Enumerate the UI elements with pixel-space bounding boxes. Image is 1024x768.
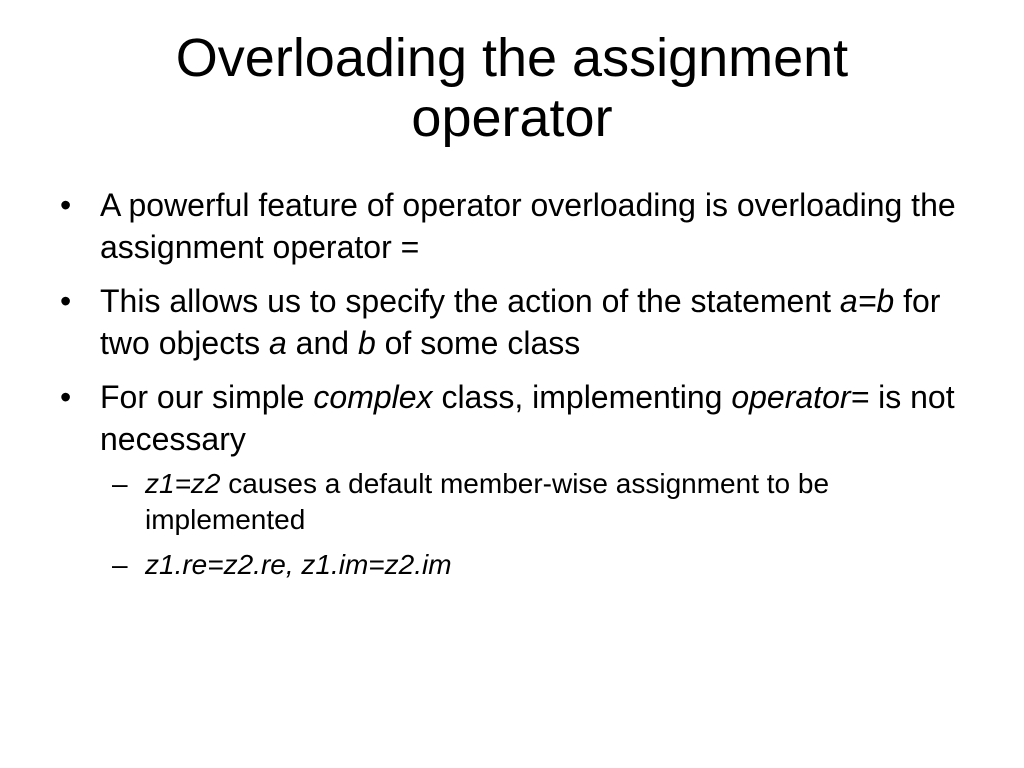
- bullet-text-segment: and: [286, 325, 358, 361]
- sub-bullet-item: [100, 547, 956, 583]
- bullet-text-segment: for two objects: [100, 283, 941, 361]
- bullet-text-segment: is not necessary: [100, 379, 955, 457]
- bullet-text: [100, 379, 955, 457]
- dash-marker: –: [112, 549, 128, 580]
- bullet-text-segment: This allows us to specify the action of the statement: [100, 283, 840, 319]
- bullet-italic-segment: complex: [313, 379, 433, 415]
- bullet-marker: •: [60, 379, 72, 415]
- sub-bullet-italic-segment: z1.re=z2.re, z1.im=z2.im: [145, 549, 452, 580]
- bullet-text-segment: of some class: [375, 325, 581, 361]
- bullet-text: [100, 283, 940, 361]
- bullet-text-segment: class, implementing: [432, 379, 732, 415]
- bullet-text-segment: For our simple: [100, 379, 314, 415]
- bullet-marker: •: [60, 283, 72, 319]
- sub-bullet-text-segment: causes a default member-wise assignment to be implemented: [145, 468, 830, 535]
- slide-title: [60, 28, 964, 148]
- bullet-italic-segment: a: [268, 325, 287, 361]
- bullet-italic-segment: b: [357, 325, 376, 361]
- sub-bullet-text: [145, 468, 829, 535]
- bullet-italic-segment: operator=: [731, 379, 870, 415]
- slide-title-line-1: Overloading the assignment: [175, 28, 849, 88]
- sub-bullet-italic-segment: z1=z2: [145, 468, 221, 499]
- slide-title-line-2: operator: [411, 88, 613, 148]
- dash-marker: –: [112, 468, 128, 499]
- bullet-item: [56, 376, 956, 583]
- sub-bullet-list: [100, 466, 956, 583]
- bullet-italic-segment: a=b: [839, 283, 895, 319]
- bullet-marker: •: [60, 187, 72, 223]
- bullet-text: A powerful feature of operator overloading is overloading the assignment operator =: [100, 187, 956, 265]
- bullet-item: [56, 184, 956, 268]
- bullet-item: [56, 280, 956, 364]
- bullet-list: [56, 184, 956, 595]
- sub-bullet-item: [100, 466, 956, 538]
- sub-bullet-text: [145, 549, 452, 580]
